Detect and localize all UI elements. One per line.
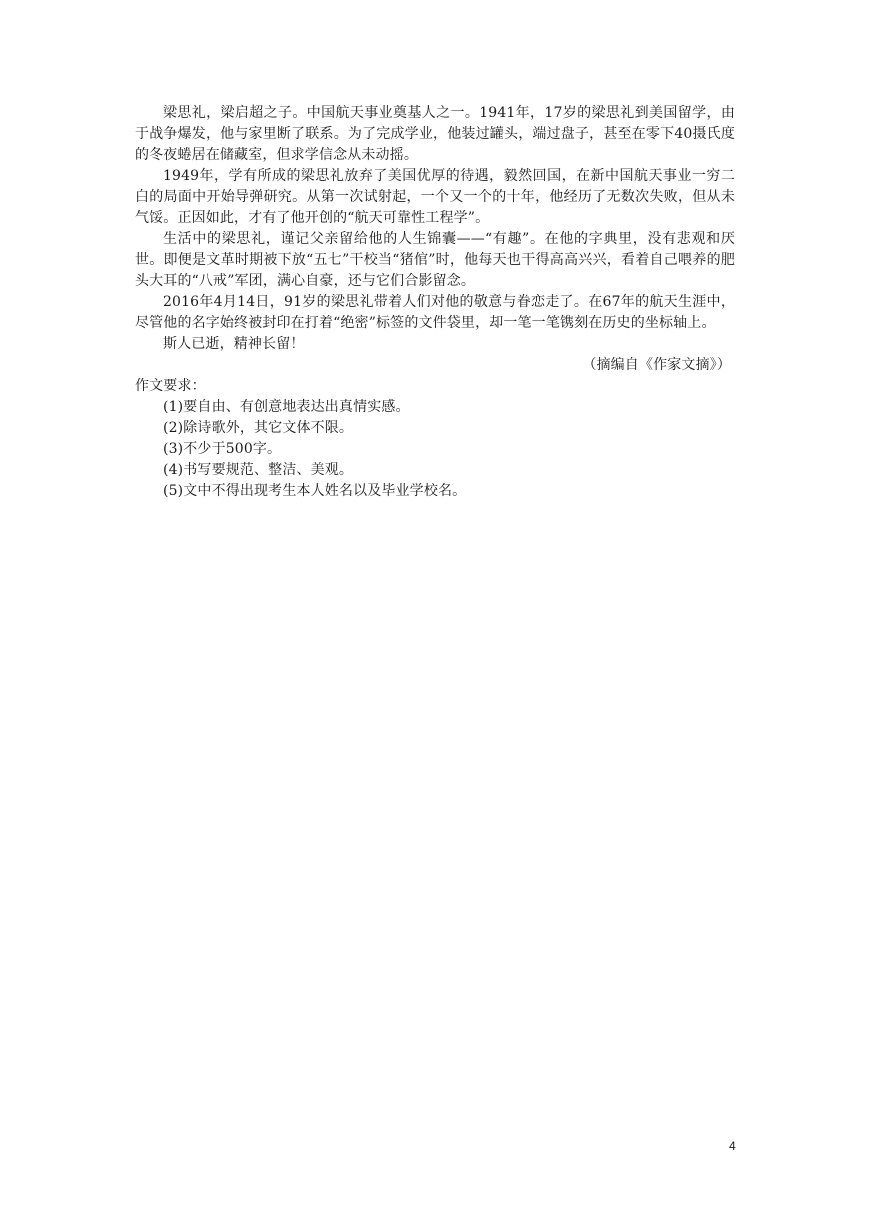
article-paragraph-1: 梁思礼，梁启超之子。中国航天事业奠基人之一。1941年，17岁的梁思礼到美国留学，由于战争爆发，他与家里断了联系。为了完成学业，他装过罐头，端过盘子，甚至在零下40摄氏度的冬夜蜷居在储藏室，但求学信念从未动摇。 xyxy=(135,105,735,163)
article-paragraph-4: 2016年4月14日，91岁的梁思礼带着人们对他的敬意与眷恋走了。在67年的航天生涯中，尽管他的名字始终被封印在打着“绝密”标签的文件袋里，却一笔一笔镌刻在历史的坐标轴上。 xyxy=(135,294,735,331)
requirement-item-5: (5)文中不得出现考生本人姓名以及毕业学校名。 xyxy=(163,483,467,499)
requirements-heading: 作文要求： xyxy=(135,378,206,394)
article-paragraph-3: 生活中的梁思礼，谨记父亲留给他的人生锦囊——“有趣”。在他的字典里，没有悲观和厌世。即便是文革时期被下放“五七”干校当“猪倌”时，他每天也干得高高兴兴，看着自己喂养的肥头大耳的“八戒”军团，满心自豪，还与它们合影留念。 xyxy=(135,231,735,289)
document-body xyxy=(135,103,735,502)
requirement-item-3: (3)不少于500字。 xyxy=(163,441,282,457)
page-number: 4 xyxy=(729,1139,736,1153)
article-paragraph-5: 斯人已逝，精神长留！ xyxy=(163,336,305,352)
requirement-item-2: (2)除诗歌外，其它文体不限。 xyxy=(163,420,354,436)
requirement-item-4: (4)书写要规范、整洁、美观。 xyxy=(163,462,354,478)
article-paragraph-2: 1949年，学有所成的梁思礼放弃了美国优厚的待遇，毅然回国，在新中国航天事业一穷二白的局面中开始导弹研究。从第一次试射起，一个又一个的十年，他经历了无数次失败，但从未气馁。正因如此，才有了他开创的“航天可靠性工程学”。 xyxy=(135,168,735,226)
requirement-item-1: (1)要自由、有创意地表达出真情实感。 xyxy=(163,399,410,415)
requirements-list xyxy=(135,397,735,502)
article-source: （摘编自《作家文摘》） xyxy=(582,357,731,373)
